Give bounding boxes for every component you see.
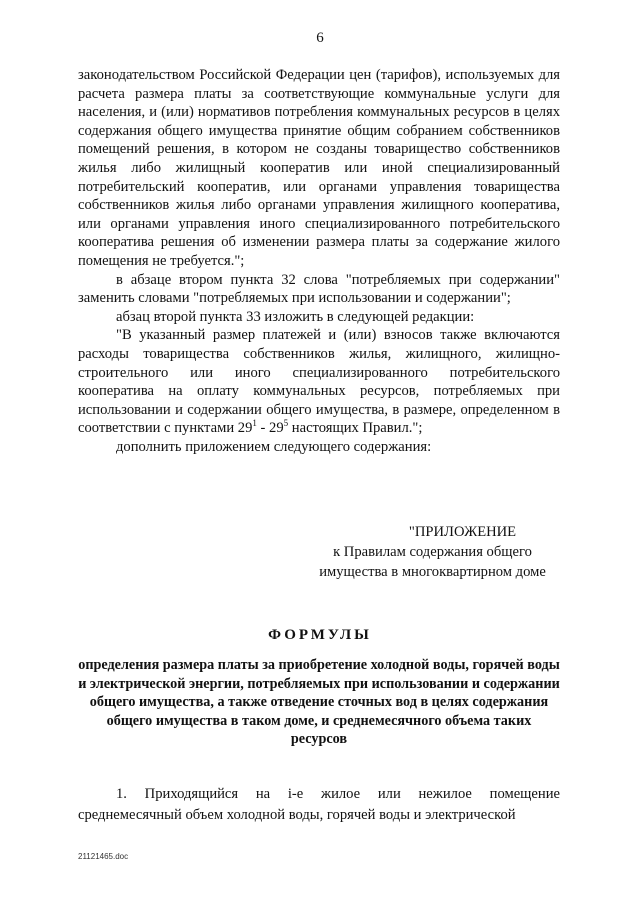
paragraph-point-33-quote bbox=[78, 326, 560, 438]
superscript-5: 5 bbox=[283, 418, 289, 429]
section-1 bbox=[78, 784, 560, 826]
formulas-title: ФОРМУЛЫ bbox=[268, 627, 372, 643]
quote-end: настоящих Правил."; bbox=[288, 420, 423, 437]
annex-line-2: к Правилам содержания общего bbox=[333, 544, 532, 560]
annex-title: "ПРИЛОЖЕНИЕ bbox=[408, 524, 517, 540]
paragraph-point-33-intro: абзац второй пункта 33 изложить в следующей редакции: bbox=[116, 308, 475, 325]
annex-line-3: имущества в многоквартирном доме bbox=[319, 564, 546, 580]
document-body bbox=[78, 66, 560, 456]
range-dash: - 29 bbox=[256, 420, 284, 437]
paragraph-continuation: законодательством Российской Федерации цен (тарифов), используемых для расчета размера платы за соответствующие коммунальные услуги для населения, и (или) нормативов потребления коммунальных ресурсов в целях содержания общего имущества принятие общим собранием собственников помещений решения, в котором не созданы товарищество собственников жилья либо жилищный кооператив или иной специализированный потребительский кооператив, или органами управления товарищества собственников жилья либо органами управления жилищного кооператива, или органами управления иного специализированного потребительского кооператива решения об изменении размера платы за содержание жилого помещения не требуется."; bbox=[78, 67, 560, 269]
footer-file-code: 21121465.doc bbox=[78, 852, 129, 861]
annex-header bbox=[300, 522, 565, 582]
page-number: 6 bbox=[316, 30, 324, 46]
paragraph-point-32: в абзаце втором пункта 32 слова "потребляемых при содержании" заменить словами "потребляемых при использовании и содержании"; bbox=[78, 271, 560, 307]
formulas-subtitle: определения размера платы за приобретение холодной воды, горячей воды и электрической энергии, потребляемых при использовании и содержании общего имущества, а также отведение сточных вод в целях содержания общего имущества в таком доме, и среднемесячного объема таких ресурсов bbox=[78, 657, 560, 748]
section-1-text: 1. Приходящийся на i-е жилое или нежилое помещение среднемесячный объем холодной воды, горячей воды и электрической bbox=[78, 786, 560, 823]
quote-text: "В указанный размер платежей и (или) взносов также включаются расходы товарищества собственников жилья, жилищного, жилищно-строительного или иного специализированного потребительского кооператива на оплату коммунальных ресурсов, потребляемых при использовании и содержании общего имущества, в размере, определенном в соответствии с пунктами 29 bbox=[78, 327, 560, 437]
paragraph-add-annex: дополнить приложением следующего содержания: bbox=[116, 438, 432, 455]
superscript-1: 1 bbox=[252, 418, 257, 429]
